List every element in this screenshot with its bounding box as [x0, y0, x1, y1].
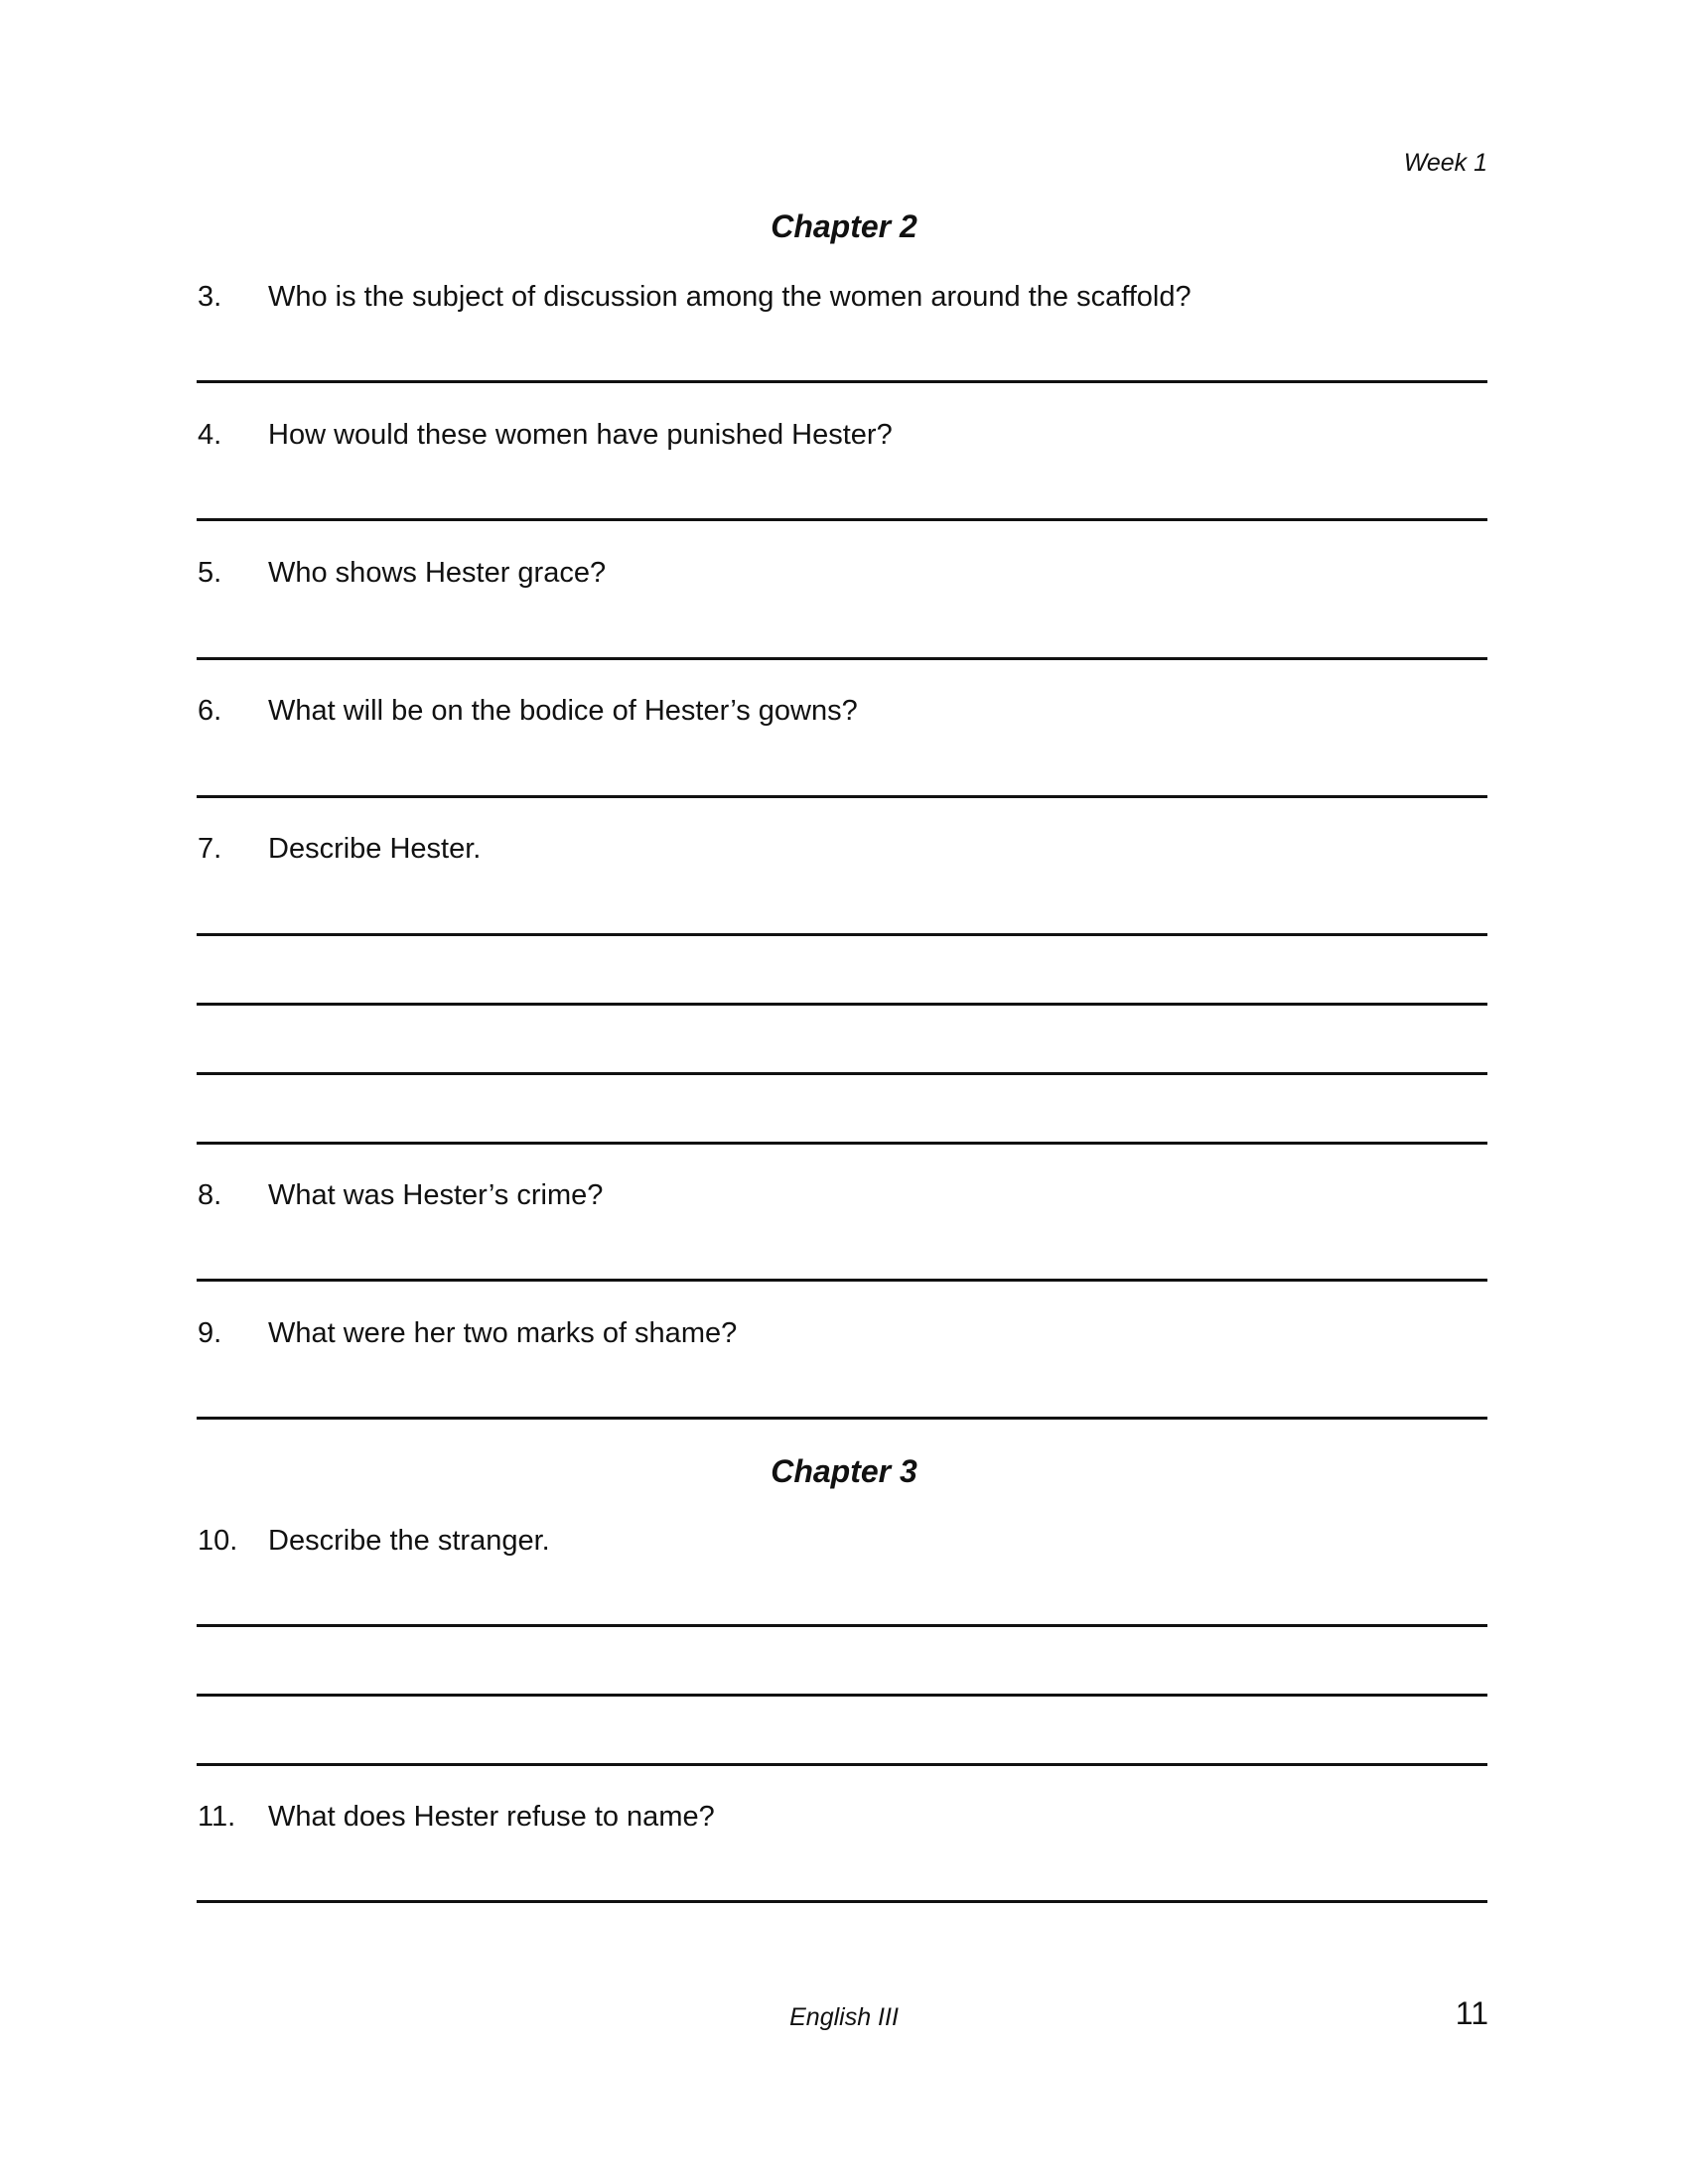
answer-line[interactable] [197, 1072, 1487, 1075]
chapter-heading: Chapter 3 [771, 1453, 917, 1489]
week-label: Week 1 [1403, 149, 1487, 177]
question-number: 5. [198, 557, 222, 589]
question-text: Who shows Hester grace? [268, 557, 607, 589]
question-text: How would these women have punished Hester? [268, 419, 893, 451]
question-text: What was Hester’s crime? [268, 1179, 604, 1211]
question-number: 4. [198, 419, 222, 451]
course-footer: English III [789, 2003, 899, 2031]
question-number: 3. [198, 281, 222, 313]
question-text: Who is the subject of discussion among the women around the scaffold? [268, 281, 1192, 313]
question-number: 10. [198, 1525, 238, 1557]
question-number: 7. [198, 833, 222, 865]
answer-line[interactable] [197, 933, 1487, 936]
answer-line[interactable] [197, 1900, 1487, 1903]
answer-line[interactable] [197, 1142, 1487, 1145]
answer-line[interactable] [197, 518, 1487, 521]
question-number: 9. [198, 1317, 222, 1349]
answer-line[interactable] [197, 1003, 1487, 1006]
answer-line[interactable] [197, 380, 1487, 383]
chapter-heading: Chapter 2 [771, 208, 917, 244]
question-number: 11. [198, 1801, 236, 1833]
answer-line[interactable] [197, 1624, 1487, 1627]
question-number: 8. [198, 1179, 222, 1211]
question-text: Describe Hester. [268, 833, 482, 865]
question-text: Describe the stranger. [268, 1525, 550, 1557]
answer-line[interactable] [197, 795, 1487, 798]
question-text: What were her two marks of shame? [268, 1317, 738, 1349]
question-number: 6. [198, 695, 222, 727]
question-text: What does Hester refuse to name? [268, 1801, 715, 1833]
answer-line[interactable] [197, 1279, 1487, 1282]
page-number: 11 [1455, 1995, 1488, 2031]
question-text: What will be on the bodice of Hester’s gowns? [268, 695, 858, 727]
answer-line[interactable] [197, 657, 1487, 660]
answer-line[interactable] [197, 1417, 1487, 1420]
answer-line[interactable] [197, 1763, 1487, 1766]
answer-line[interactable] [197, 1694, 1487, 1697]
